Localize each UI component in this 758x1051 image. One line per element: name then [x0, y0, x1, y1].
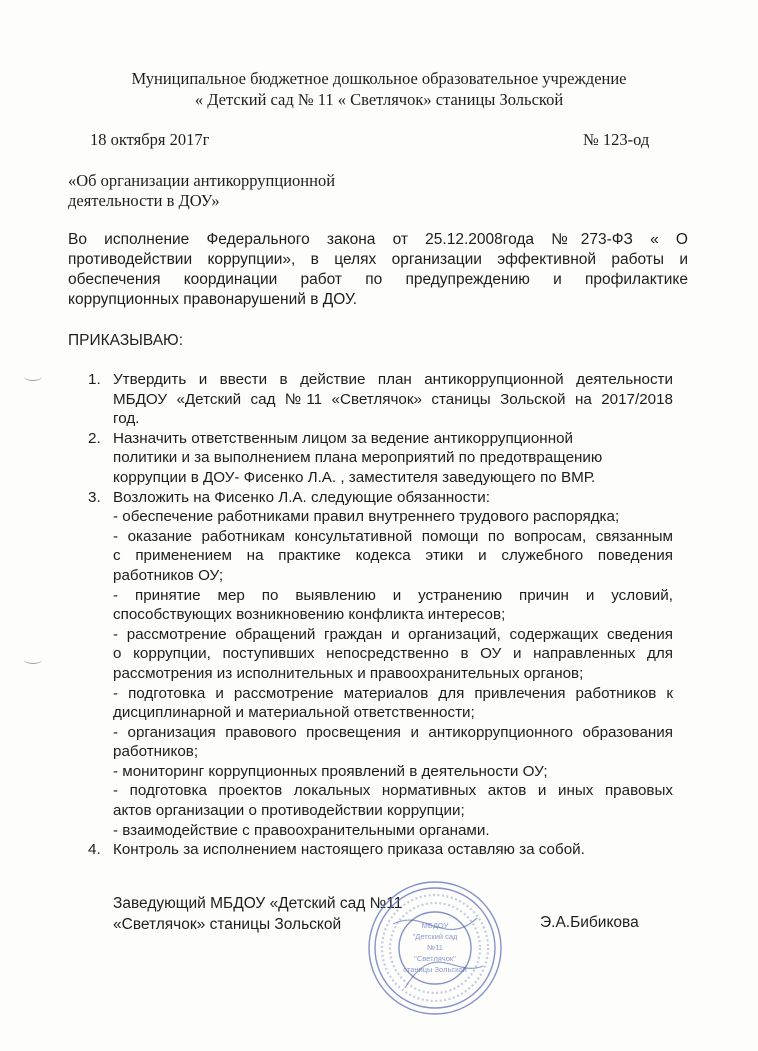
item-line: - обеспечение работниками правил внутреннего трудового распорядка;: [113, 508, 620, 526]
order-item-2: [88, 429, 673, 488]
item-line: Утвердить и ввести в действие план антикоррупционной деятельности: [113, 371, 673, 388]
item-line: - организация правового просвещения и антикоррупционного образования: [113, 723, 673, 741]
item-line: Назначить ответственным лицом за ведение антикоррупционной: [113, 429, 574, 447]
item-number: 1.: [88, 371, 101, 388]
signature-block: [113, 893, 402, 935]
stamp-center-line-5: станицы Зольской: [403, 965, 467, 974]
item-line: коррупции в ДОУ- Фисенко Л.А. , заместителя заведующего по ВМР.: [113, 468, 596, 486]
stamp-center-line-2: "Детский сад: [412, 932, 458, 941]
punch-hole-mark: [24, 655, 42, 664]
item-line: о коррупции, поступивших непосредственно в ОУ и направленных для: [113, 645, 673, 663]
document-header: [0, 68, 758, 110]
item-line: - рассмотрение обращений граждан и организаций, содержащих сведения: [113, 625, 673, 643]
item-line: - подготовка проектов локальных нормативных актов и иных правовых: [113, 782, 673, 800]
signatory-name: Э.А.Бибикова: [540, 914, 639, 931]
order-item-1: [88, 370, 673, 429]
item-number: 2.: [88, 429, 101, 447]
intro-paragraph: [68, 230, 688, 310]
item-line: - оказание работникам консультативной помощи по вопросам, связанным: [113, 527, 673, 545]
item-line: МБДОУ «Детский сад №11 «Светлячок» станицы Зольской на 2017/2018: [113, 390, 673, 408]
item-line: политики и за выполнением плана мероприятий по предотвращению: [113, 449, 603, 467]
header-line-2: « Детский сад № 11 « Светлячок» станицы Зольской: [194, 90, 564, 109]
stamp-center-line-3: №11: [427, 943, 443, 952]
signature-title-line-2: «Светлячок» станицы Зольской: [113, 916, 342, 933]
item-line: актов организации о противодействии коррупции;: [113, 802, 465, 820]
signature-title-line-1: Заведующий МБДОУ «Детский сад №11: [113, 895, 403, 912]
order-word: ПРИКАЗЫВАЮ:: [68, 332, 184, 349]
item-line: - мониторинг коррупционных проявлений в деятельности ОУ;: [113, 762, 548, 780]
item-line: способствующих возникновению конфликта интересов;: [113, 606, 506, 624]
intro-line: коррупционных правонарушений в ДОУ.: [68, 291, 358, 308]
item-line: - принятие мер по выявлению и устранению причин и условий,: [113, 586, 673, 604]
item-line: - взаимодействие с правоохранительными органами.: [113, 821, 490, 839]
item-line: - подготовка и рассмотрение материалов для привлечения работников к: [113, 684, 673, 702]
stamp-center-line-1: МБДОУ: [421, 921, 449, 930]
item-number: 3.: [88, 488, 101, 506]
order-date: 18 октября 2017г: [90, 130, 210, 149]
order-subject: [68, 171, 335, 211]
item-line: с применением на практике кодекса этики и служебного поведения: [113, 547, 673, 565]
item-line: работников;: [113, 743, 199, 761]
header-line-1: Муниципальное бюджетное дошкольное образовательное учреждение: [131, 69, 627, 88]
order-item-3: [88, 488, 673, 841]
intro-line: противодействии коррупции», в целях организации эффективной работы и: [68, 251, 688, 268]
order-item-4: [88, 840, 673, 860]
stamp-center-line-4: "Светлячок": [414, 954, 456, 963]
item-line: год.: [113, 410, 140, 428]
item-line: Контроль за исполнением настоящего приказа оставляю за собой.: [113, 841, 585, 859]
order-number: № 123-од: [583, 130, 650, 149]
subject-line-2: деятельности в ДОУ»: [68, 191, 220, 210]
official-stamp: [365, 878, 505, 1018]
punch-hole-mark: [24, 372, 42, 381]
subject-line-1: «Об организации антикоррупционной: [68, 171, 336, 190]
item-number: 4.: [88, 841, 101, 859]
intro-line: Во исполнение Федерального закона от 25.12.2008года №273-ФЗ « О: [68, 231, 688, 248]
intro-line: обеспечения координации работ по предупреждению и профилактике: [68, 271, 688, 288]
item-line: работников ОУ;: [113, 566, 224, 584]
item-line: рассмотрения из исполнительных и правоохранительных органов;: [113, 664, 584, 682]
order-items-list: [88, 370, 673, 860]
item-line: дисциплинарной и материальной ответственности;: [113, 704, 475, 722]
item-line: Возложить на Фисенко Л.А. следующие обязанности:: [113, 488, 490, 506]
